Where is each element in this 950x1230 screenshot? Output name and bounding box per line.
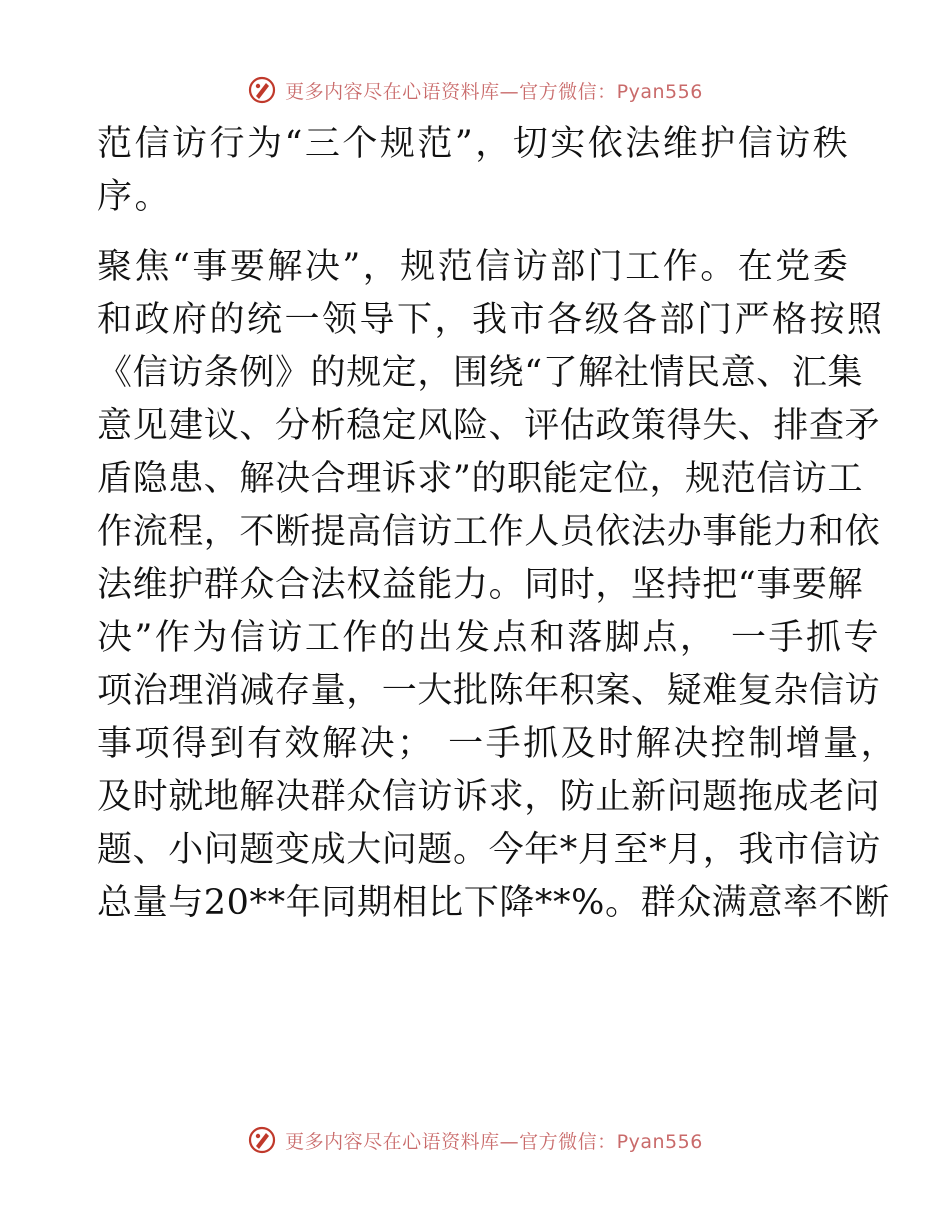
seal-pen-logo-icon [247, 1125, 277, 1155]
text-line: 作流程，不断提高信访工作人员依法办事能力和依 [97, 512, 881, 552]
seal-pen-logo-icon [247, 75, 277, 105]
text-line: 意见建议、分析稳定风险、评估政策得失、排查矛 [97, 406, 881, 446]
text-line: 题、小问题变成大问题。今年*月至*月，我市信访 [97, 830, 881, 870]
text-line: 事项得到有效解决； 一手抓及时解决控制增量， [97, 724, 899, 764]
document-body [97, 118, 899, 930]
text-line: 法维护群众合法权益能力。同时，坚持把“事要解 [97, 565, 864, 605]
watermark-text: 更多内容尽在心语资料库—官方微信：Pyan556 [285, 1130, 703, 1153]
paragraph-2 [97, 241, 899, 930]
watermark-header [0, 70, 950, 110]
text-line: 项治理消减存量，一大批陈年积案、疑难复杂信访 [97, 671, 881, 711]
text-line: 及时就地解决群众信访诉求，防止新问题拖成老问 [97, 777, 881, 817]
watermark-text: 更多内容尽在心语资料库—官方微信：Pyan556 [285, 80, 703, 103]
paragraph-1 [97, 118, 857, 224]
text-line: 序。 [97, 177, 173, 217]
text-line: 盾隐患、解决合理诉求”的职能定位，规范信访工 [97, 459, 864, 499]
text-line: 《信访条例》的规定，围绕“了解社情民意、汇集 [97, 353, 864, 393]
paragraph-spacer [97, 224, 857, 241]
watermark-footer [0, 1120, 950, 1160]
text-line: 决”作为信访工作的出发点和落脚点， 一手抓专 [97, 618, 882, 658]
text-line: 聚焦“事要解决”，规范信访部门工作。在党委 [97, 247, 851, 287]
text-line: 总量与20**年同期相比下降**%。群众满意率不断 [97, 883, 890, 923]
text-line: 和政府的统一领导下，我市各级各部门严格按照 [97, 300, 885, 340]
text-line: 范信访行为“三个规范”，切实依法维护信访秩 [97, 124, 851, 164]
